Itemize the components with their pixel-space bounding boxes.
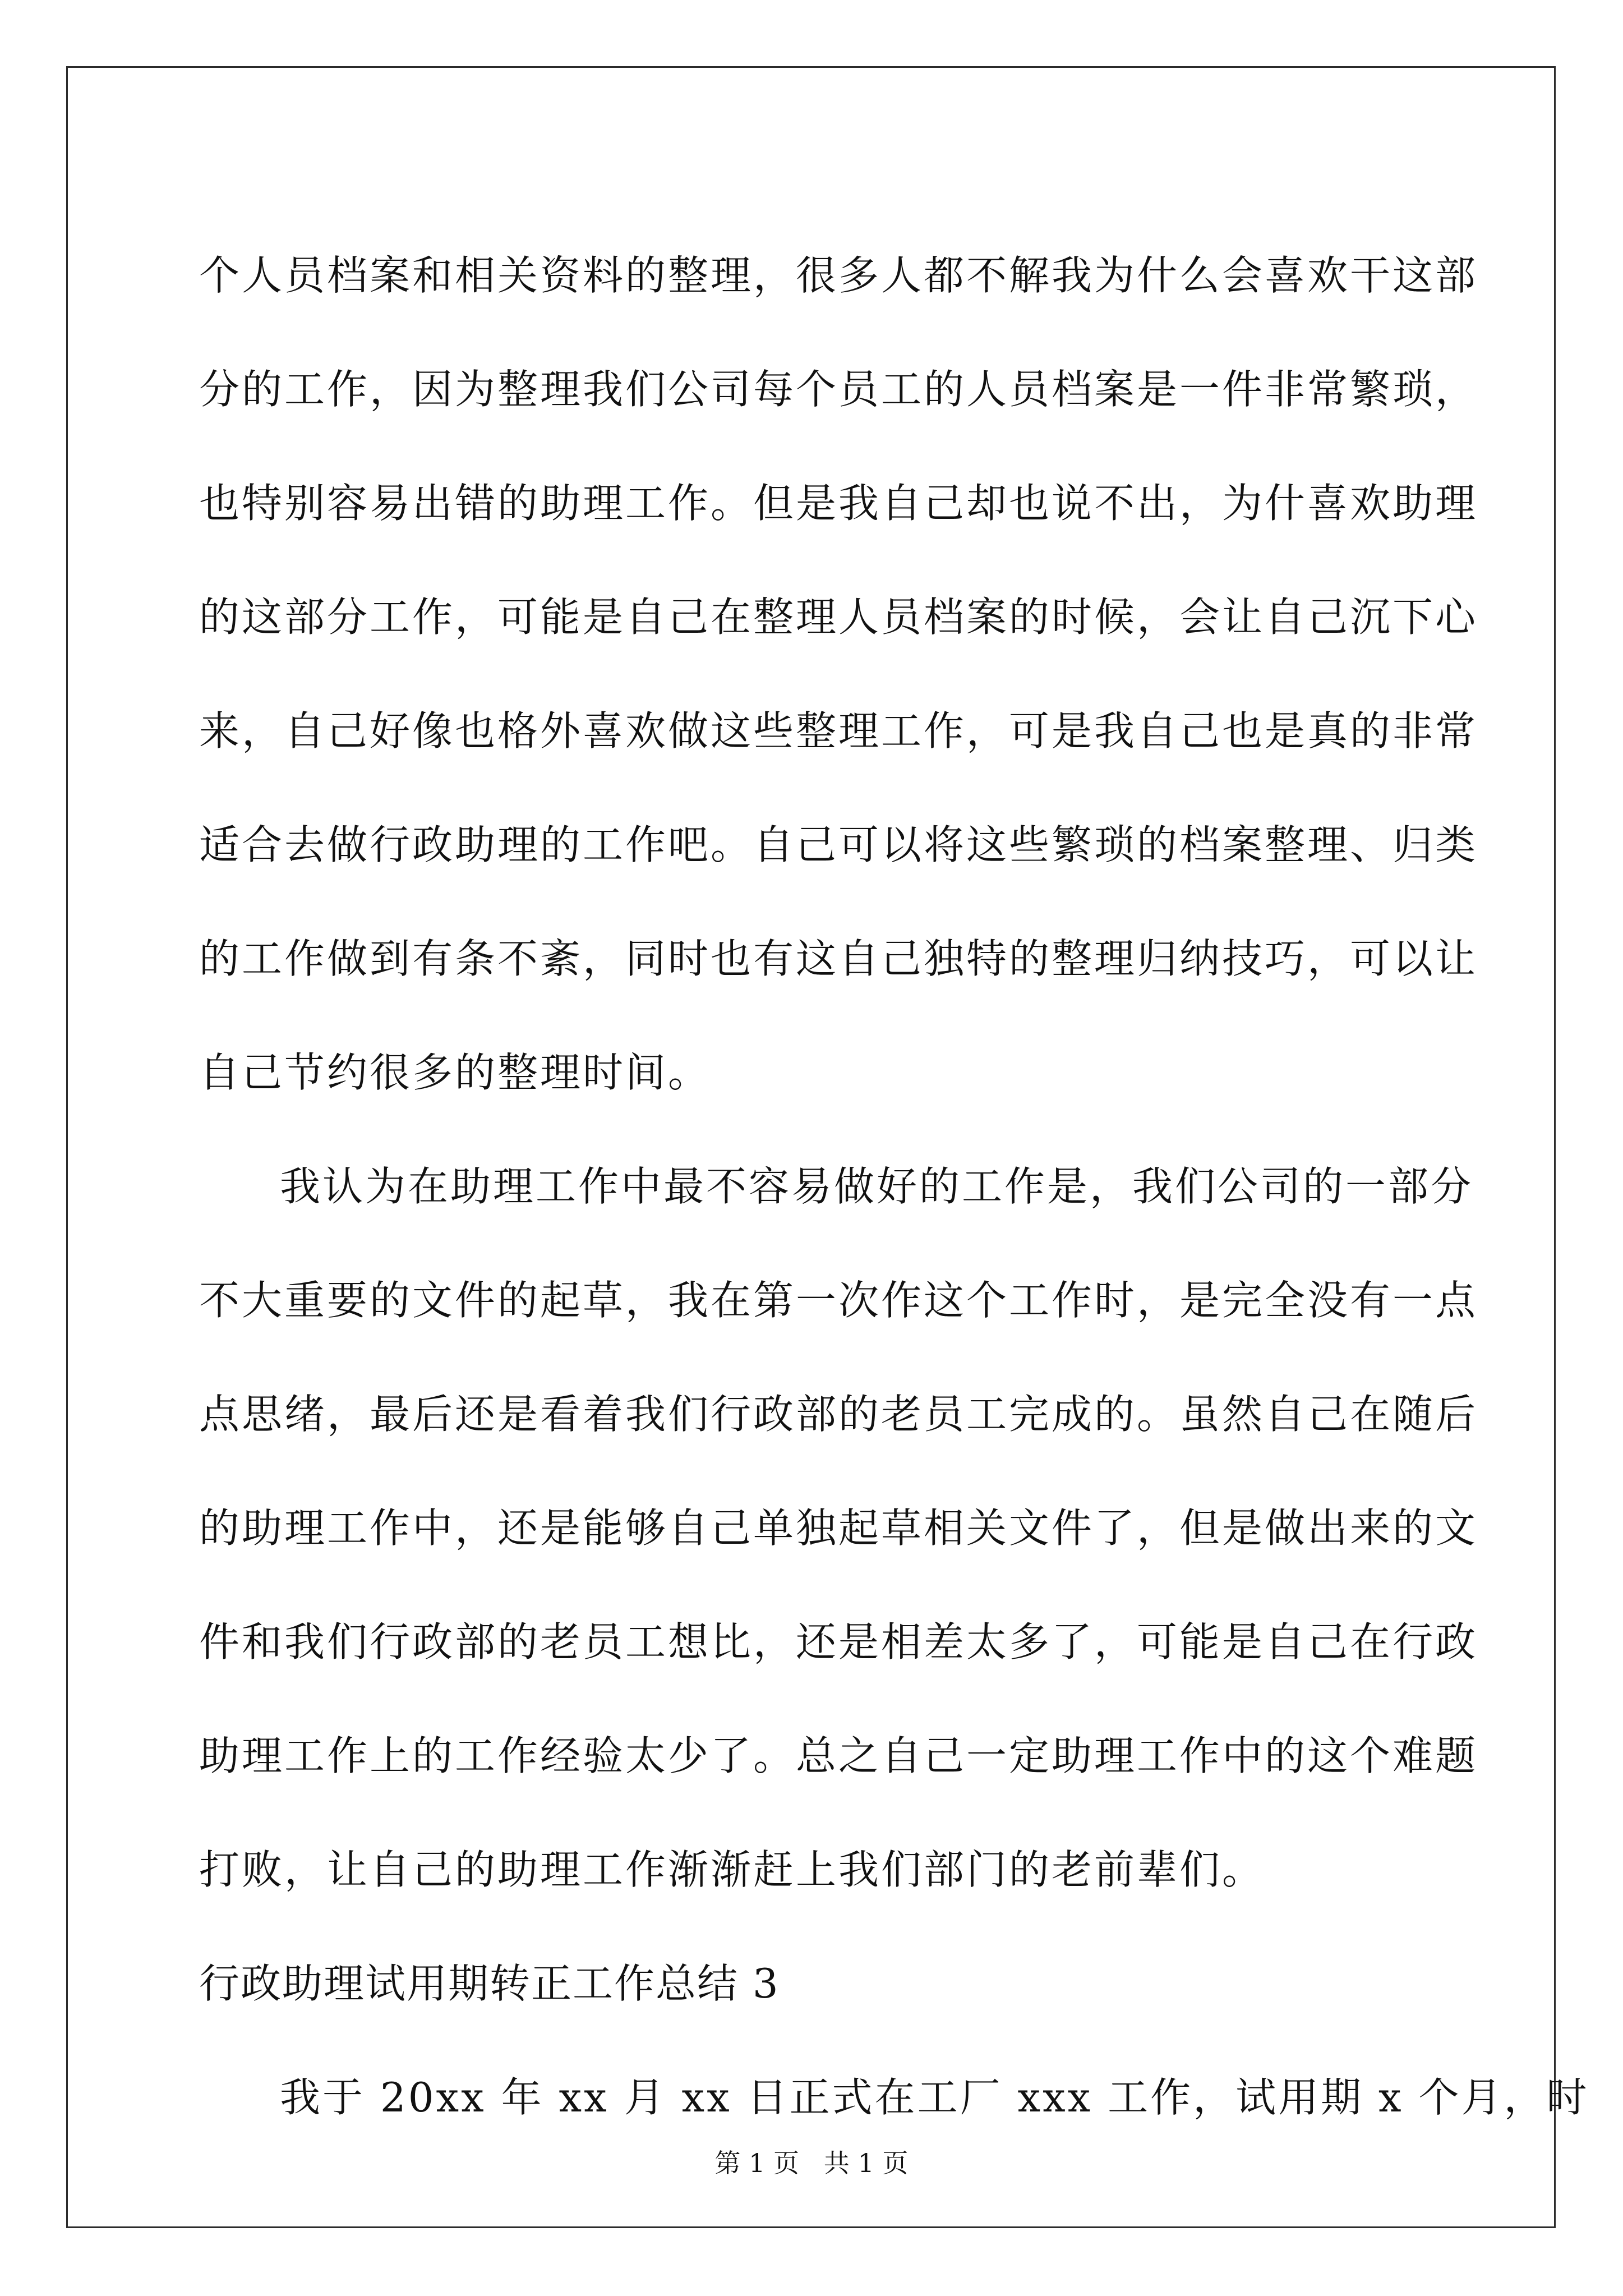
text-line: 也特别容易出错的助理工作。但是我自己却也说不出，为什喜欢助理 xyxy=(199,480,1478,527)
text-line: 自己节约很多的整理时间。 xyxy=(199,1049,711,1096)
document-body xyxy=(199,219,1589,2155)
section-heading: 行政助理试用期转正工作总结 3 xyxy=(199,1960,780,2007)
text-line: 助理工作上的工作经验太少了。总之自己一定助理工作中的这个难题 xyxy=(199,1732,1478,1779)
text-line: 不大重要的文件的起草，我在第一次作这个工作时，是完全没有一点 xyxy=(199,1277,1478,1324)
paragraph-1 xyxy=(199,219,1478,1130)
text-line: 我认为在助理工作中最不容易做好的工作是，我们公司的一部分 xyxy=(280,1163,1474,1210)
text-line: 的助理工作中，还是能够自己单独起草相关文件了，但是做出来的文 xyxy=(199,1504,1478,1552)
text-line: 我于 20xx 年 xx 月 xx 日正式在工厂 xxx 工作，试用期 x 个月，时 xyxy=(280,2074,1589,2121)
text-line: 的工作做到有条不紊，同时也有这自己独特的整理归纳技巧，可以让 xyxy=(199,935,1478,982)
text-line: 个人员档案和相关资料的整理，很多人都不解我为什么会喜欢干这部 xyxy=(199,252,1478,299)
text-line: 适合去做行政助理的工作吧。自己可以将这些繁琐的档案整理、归类 xyxy=(199,821,1478,868)
page-number-footer: 第 1 页 共 1 页 xyxy=(714,2148,909,2178)
paragraph-2 xyxy=(199,1130,1478,1927)
text-line: 打败，让自己的助理工作渐渐赶上我们部门的老前辈们。 xyxy=(199,1846,1265,1893)
paragraph-3 xyxy=(199,2041,1589,2155)
text-line: 件和我们行政部的老员工想比，还是相差太多了，可能是自己在行政 xyxy=(199,1618,1478,1665)
text-line: 点思绪，最后还是看着我们行政部的老员工完成的。虽然自己在随后 xyxy=(199,1391,1478,1438)
text-line: 来，自己好像也格外喜欢做这些整理工作，可是我自己也是真的非常 xyxy=(199,707,1478,754)
text-line: 的这部分工作，可能是自己在整理人员档案的时候，会让自己沉下心 xyxy=(199,593,1478,641)
text-line: 分的工作，因为整理我们公司每个员工的人员档案是一件非常繁琐， xyxy=(199,366,1478,413)
